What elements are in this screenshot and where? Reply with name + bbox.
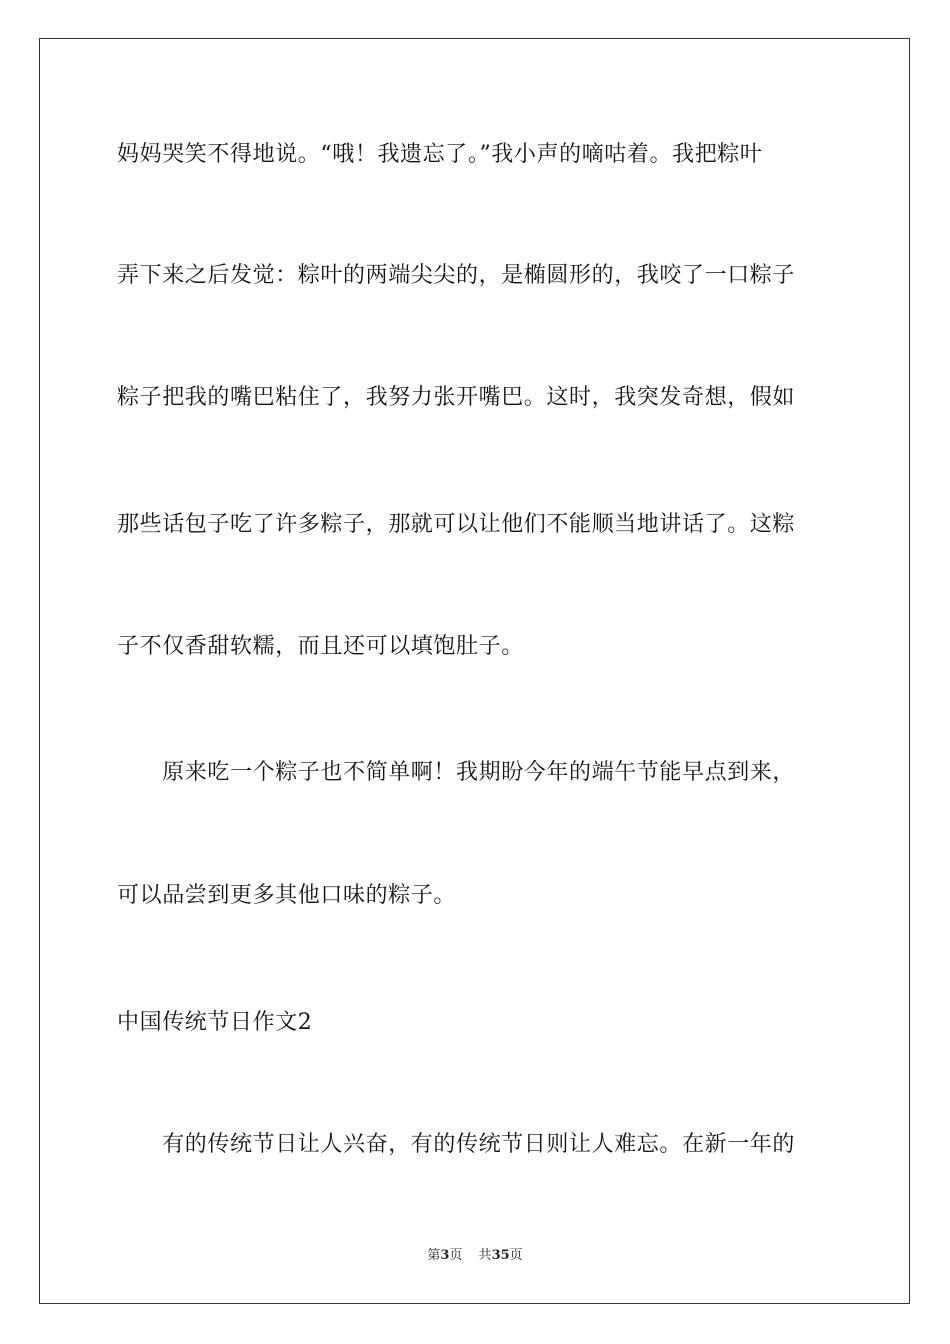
body-text-line: 有的传统节日让人兴奋，有的传统节日则让人难忘。在新一年的 [117, 1132, 796, 1157]
body-text-line: 原来吃一个粽子也不简单啊！我期盼今年的端午节能早点到来， [117, 760, 796, 785]
body-text-line: 弄下来之后发觉：粽叶的两端尖尖的，是椭圆形的，我咬了一口粽子 [117, 263, 796, 288]
body-text-line: 妈妈哭笑不得地说。“哦！我遗忘了。”我小声的嘀咕着。我把粽叶 [117, 142, 763, 167]
body-text-line: 那些话包子吃了许多粽子，那就可以让他们不能顺当地讲话了。这粽 [117, 512, 796, 537]
body-text-line: 粽子把我的嘴巴粘住了，我努力张开嘴巴。这时，我突发奇想，假如 [117, 385, 796, 410]
page-border [39, 38, 910, 1304]
body-text-line: 可以品尝到更多其他口味的粽子。 [117, 883, 457, 908]
body-text-line: 子不仅香甜软糯，而且还可以填饱肚子。 [117, 634, 524, 659]
page-footer [0, 1248, 950, 1264]
page-indicator: 第3页 [427, 1248, 463, 1263]
total-pages-indicator: 共35页 [478, 1248, 523, 1263]
section-heading: 中国传统节日作文2 [117, 1010, 313, 1035]
